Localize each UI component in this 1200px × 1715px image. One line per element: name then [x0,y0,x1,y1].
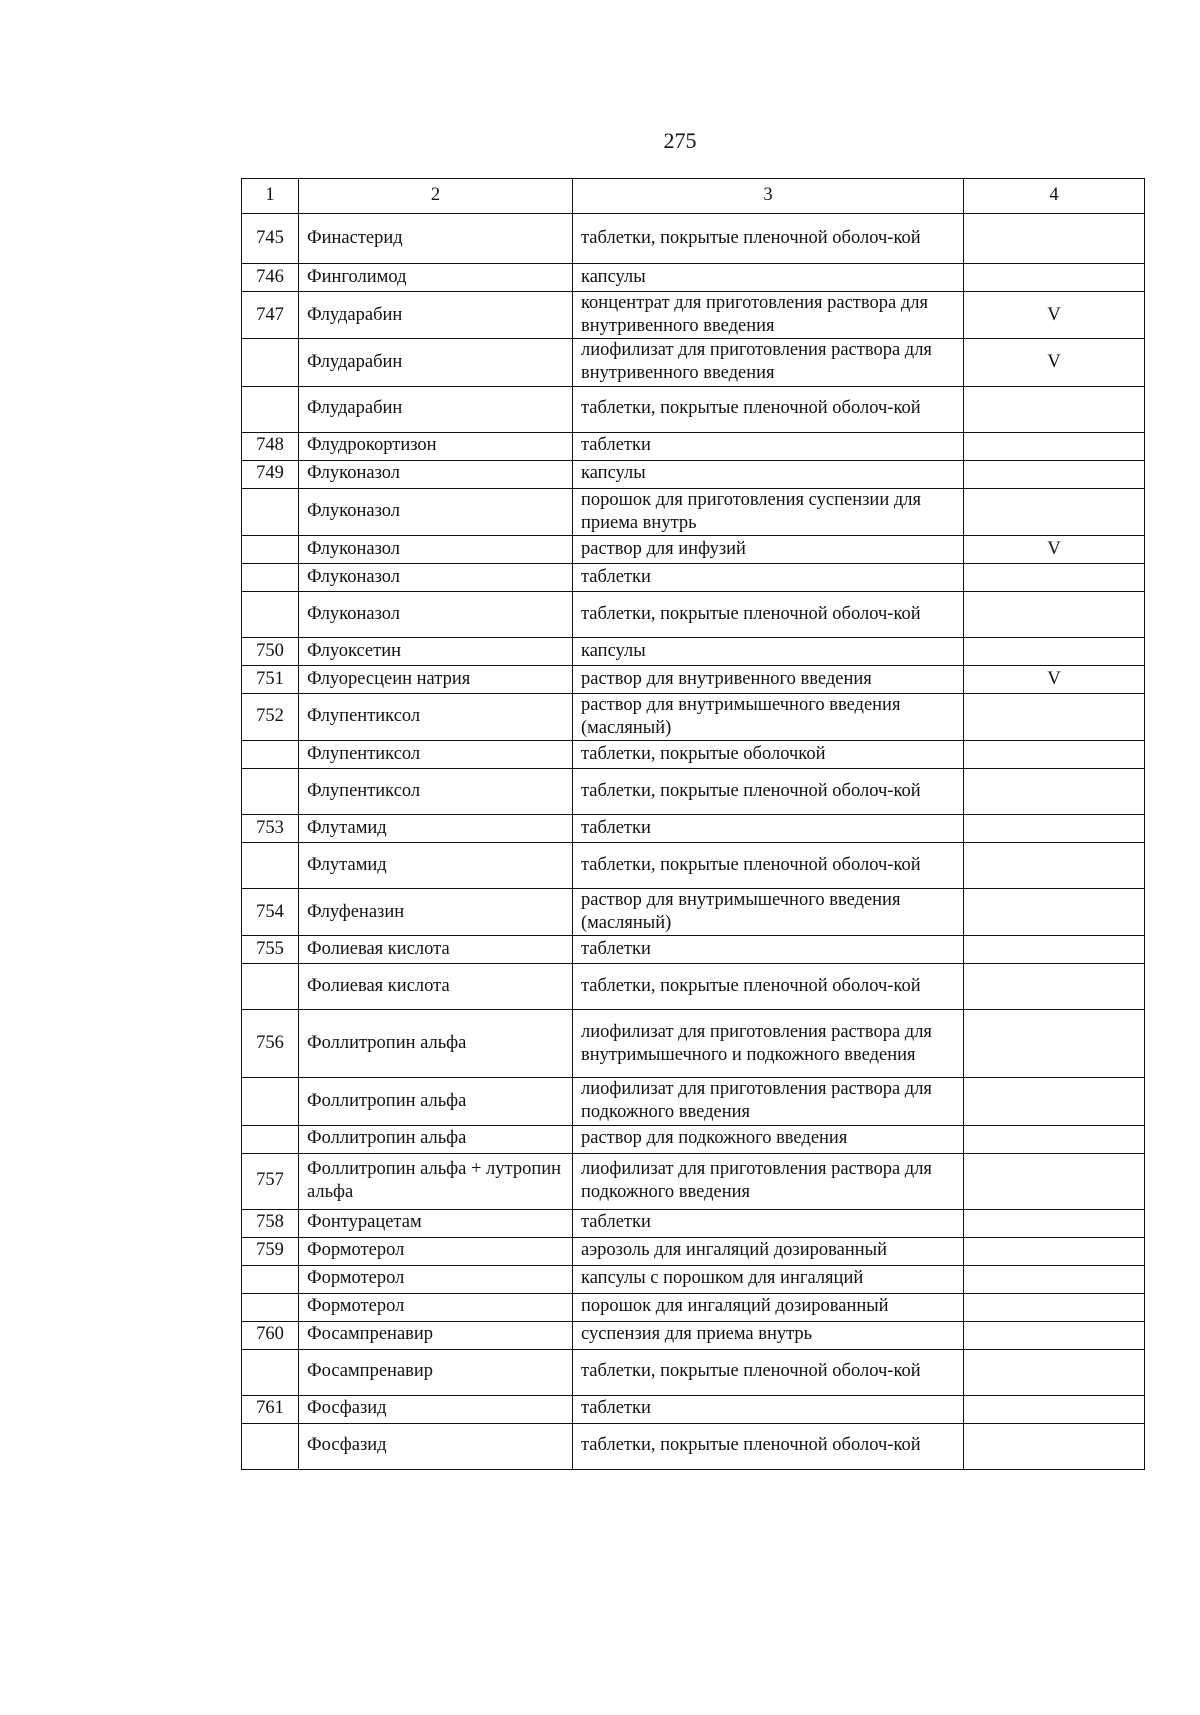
row-number-cell: 745 [242,214,299,264]
mark-cell [964,1237,1145,1265]
drug-name-cell: Флудрокортизон [299,432,573,460]
mark-cell [964,1265,1145,1293]
table-row [242,264,1145,292]
dosage-form-cell: таблетки, покрытые пленочной оболоч-кой [573,964,964,1010]
mark-cell [964,1395,1145,1423]
row-number-cell [242,339,299,386]
row-number-cell: 760 [242,1321,299,1349]
dosage-form-cell: лиофилизат для приготовления раствора для подкожного введения [573,1153,964,1209]
row-number-cell: 761 [242,1395,299,1423]
table-row [242,432,1145,460]
row-number-cell: 751 [242,665,299,693]
row-number-cell [242,741,299,769]
dosage-form-cell: таблетки, покрытые пленочной оболоч-кой [573,1423,964,1469]
drug-name-cell: Флуконазол [299,563,573,591]
row-number-cell: 752 [242,693,299,740]
table-row [242,1265,1145,1293]
table-row [242,1293,1145,1321]
row-number-cell: 750 [242,637,299,665]
drug-name-cell: Флударабин [299,339,573,386]
table-row [242,214,1145,264]
dosage-form-cell: раствор для внутримышечного введения (масляный) [573,693,964,740]
mark-cell [964,214,1145,264]
mark-cell: V [964,535,1145,563]
dosage-form-cell: таблетки, покрытые пленочной оболоч-кой [573,843,964,889]
mark-cell [964,936,1145,964]
drug-name-cell: Фосампренавир [299,1349,573,1395]
drug-name-cell: Флупентиксол [299,769,573,815]
row-number-cell: 748 [242,432,299,460]
drug-name-cell: Фосампренавир [299,1321,573,1349]
dosage-form-cell: таблетки [573,1395,964,1423]
row-number-cell [242,591,299,637]
dosage-form-cell: лиофилизат для приготовления раствора для внутривенного введения [573,339,964,386]
dosage-form-cell: суспензия для приема внутрь [573,1321,964,1349]
dosage-form-cell: раствор для подкожного введения [573,1125,964,1153]
table-row [242,1237,1145,1265]
column-header-3: 3 [573,179,964,214]
mark-cell [964,964,1145,1010]
drug-name-cell: Флутамид [299,843,573,889]
row-number-cell [242,1125,299,1153]
drug-name-cell: Флуконазол [299,591,573,637]
table-row [242,591,1145,637]
row-number-cell [242,488,299,535]
mark-cell [964,1153,1145,1209]
column-header-2: 2 [299,179,573,214]
drug-name-cell: Фоллитропин альфа [299,1010,573,1078]
mark-cell: V [964,292,1145,339]
dosage-form-cell: таблетки, покрытые пленочной оболоч-кой [573,1349,964,1395]
drug-name-cell: Фонтурацетам [299,1209,573,1237]
mark-cell [964,1209,1145,1237]
drug-name-cell: Флутамид [299,815,573,843]
dosage-form-cell: таблетки, покрытые пленочной оболоч-кой [573,214,964,264]
mark-cell [964,741,1145,769]
dosage-form-cell: капсулы с порошком для ингаляций [573,1265,964,1293]
mark-cell [964,1321,1145,1349]
row-number-cell [242,769,299,815]
mark-cell [964,264,1145,292]
mark-cell [964,488,1145,535]
mark-cell [964,432,1145,460]
dosage-form-cell: аэрозоль для ингаляций дозированный [573,1237,964,1265]
dosage-form-cell: таблетки [573,1209,964,1237]
mark-cell: V [964,339,1145,386]
table-row [242,936,1145,964]
row-number-cell: 753 [242,815,299,843]
dosage-form-cell: таблетки, покрытые пленочной оболоч-кой [573,591,964,637]
table-row [242,637,1145,665]
table-row [242,1349,1145,1395]
mark-cell [964,1423,1145,1469]
table-row [242,665,1145,693]
mark-cell [964,769,1145,815]
drug-name-cell: Фосфазид [299,1423,573,1469]
mark-cell [964,591,1145,637]
mark-cell [964,843,1145,889]
mark-cell [964,1010,1145,1078]
dosage-form-cell: таблетки, покрытые пленочной оболоч-кой [573,769,964,815]
drug-name-cell: Флуоресцеин натрия [299,665,573,693]
table-header-row [242,179,1145,214]
mark-cell [964,889,1145,936]
table-row [242,741,1145,769]
mark-cell [964,1078,1145,1125]
drug-name-cell: Флуоксетин [299,637,573,665]
drug-name-cell: Флуконазол [299,488,573,535]
row-number-cell [242,1265,299,1293]
table-row [242,769,1145,815]
table-row [242,1153,1145,1209]
drug-name-cell: Фоллитропин альфа [299,1078,573,1125]
table-row [242,535,1145,563]
table-row [242,1423,1145,1469]
table-row [242,339,1145,386]
drug-name-cell: Формотерол [299,1293,573,1321]
mark-cell [964,693,1145,740]
dosage-form-cell: капсулы [573,637,964,665]
drug-name-cell: Финастерид [299,214,573,264]
dosage-form-cell: таблетки [573,815,964,843]
row-number-cell [242,964,299,1010]
drug-name-cell: Фолиевая кислота [299,936,573,964]
drug-name-cell: Формотерол [299,1265,573,1293]
drug-name-cell: Фолиевая кислота [299,964,573,1010]
drug-name-cell: Флупентиксол [299,693,573,740]
row-number-cell: 755 [242,936,299,964]
dosage-form-cell: капсулы [573,460,964,488]
drug-name-cell: Формотерол [299,1237,573,1265]
drug-name-cell: Флупентиксол [299,741,573,769]
drug-name-cell: Флударабин [299,292,573,339]
dosage-form-cell: таблетки, покрытые пленочной оболоч-кой [573,386,964,432]
table-row [242,1010,1145,1078]
mark-cell [964,637,1145,665]
table-row [242,964,1145,1010]
table-row [242,292,1145,339]
column-header-1: 1 [242,179,299,214]
row-number-cell [242,1293,299,1321]
dosage-form-cell: раствор для инфузий [573,535,964,563]
row-number-cell: 756 [242,1010,299,1078]
table-row [242,1395,1145,1423]
table-row [242,815,1145,843]
row-number-cell [242,843,299,889]
table-row [242,460,1145,488]
row-number-cell: 758 [242,1209,299,1237]
table-row [242,1125,1145,1153]
table-row [242,1209,1145,1237]
dosage-form-cell: таблетки [573,936,964,964]
mark-cell [964,1125,1145,1153]
row-number-cell: 754 [242,889,299,936]
row-number-cell: 757 [242,1153,299,1209]
table-row [242,843,1145,889]
row-number-cell [242,1349,299,1395]
dosage-form-cell: концентрат для приготовления раствора для внутривенного введения [573,292,964,339]
row-number-cell [242,1078,299,1125]
table-row [242,693,1145,740]
drug-name-cell: Фоллитропин альфа [299,1125,573,1153]
column-header-4: 4 [964,179,1145,214]
dosage-form-cell: раствор для внутривенного введения [573,665,964,693]
row-number-cell [242,1423,299,1469]
drug-table [241,178,1145,1470]
mark-cell [964,386,1145,432]
mark-cell [964,563,1145,591]
mark-cell [964,815,1145,843]
row-number-cell: 746 [242,264,299,292]
dosage-form-cell: капсулы [573,264,964,292]
mark-cell [964,1349,1145,1395]
drug-name-cell: Флуфеназин [299,889,573,936]
dosage-form-cell: таблетки [573,563,964,591]
row-number-cell [242,386,299,432]
row-number-cell: 749 [242,460,299,488]
table-row [242,1321,1145,1349]
row-number-cell [242,563,299,591]
table-row [242,386,1145,432]
dosage-form-cell: таблетки [573,432,964,460]
table-row [242,1078,1145,1125]
mark-cell: V [964,665,1145,693]
row-number-cell: 747 [242,292,299,339]
table-row [242,563,1145,591]
dosage-form-cell: порошок для приготовления суспензии для приема внутрь [573,488,964,535]
dosage-form-cell: лиофилизат для приготовления раствора для внутримышечного и подкожного введения [573,1010,964,1078]
mark-cell [964,460,1145,488]
dosage-form-cell: лиофилизат для приготовления раствора для подкожного введения [573,1078,964,1125]
drug-name-cell: Фосфазид [299,1395,573,1423]
dosage-form-cell: раствор для внутримышечного введения (масляный) [573,889,964,936]
row-number-cell: 759 [242,1237,299,1265]
page-number: 275 [663,128,697,153]
drug-name-cell: Фоллитропин альфа + лутропин альфа [299,1153,573,1209]
drug-name-cell: Флуконазол [299,535,573,563]
drug-name-cell: Флуконазол [299,460,573,488]
dosage-form-cell: порошок для ингаляций дозированный [573,1293,964,1321]
table-row [242,889,1145,936]
drug-name-cell: Финголимод [299,264,573,292]
row-number-cell [242,535,299,563]
mark-cell [964,1293,1145,1321]
drug-name-cell: Флударабин [299,386,573,432]
dosage-form-cell: таблетки, покрытые оболочкой [573,741,964,769]
table-row [242,488,1145,535]
